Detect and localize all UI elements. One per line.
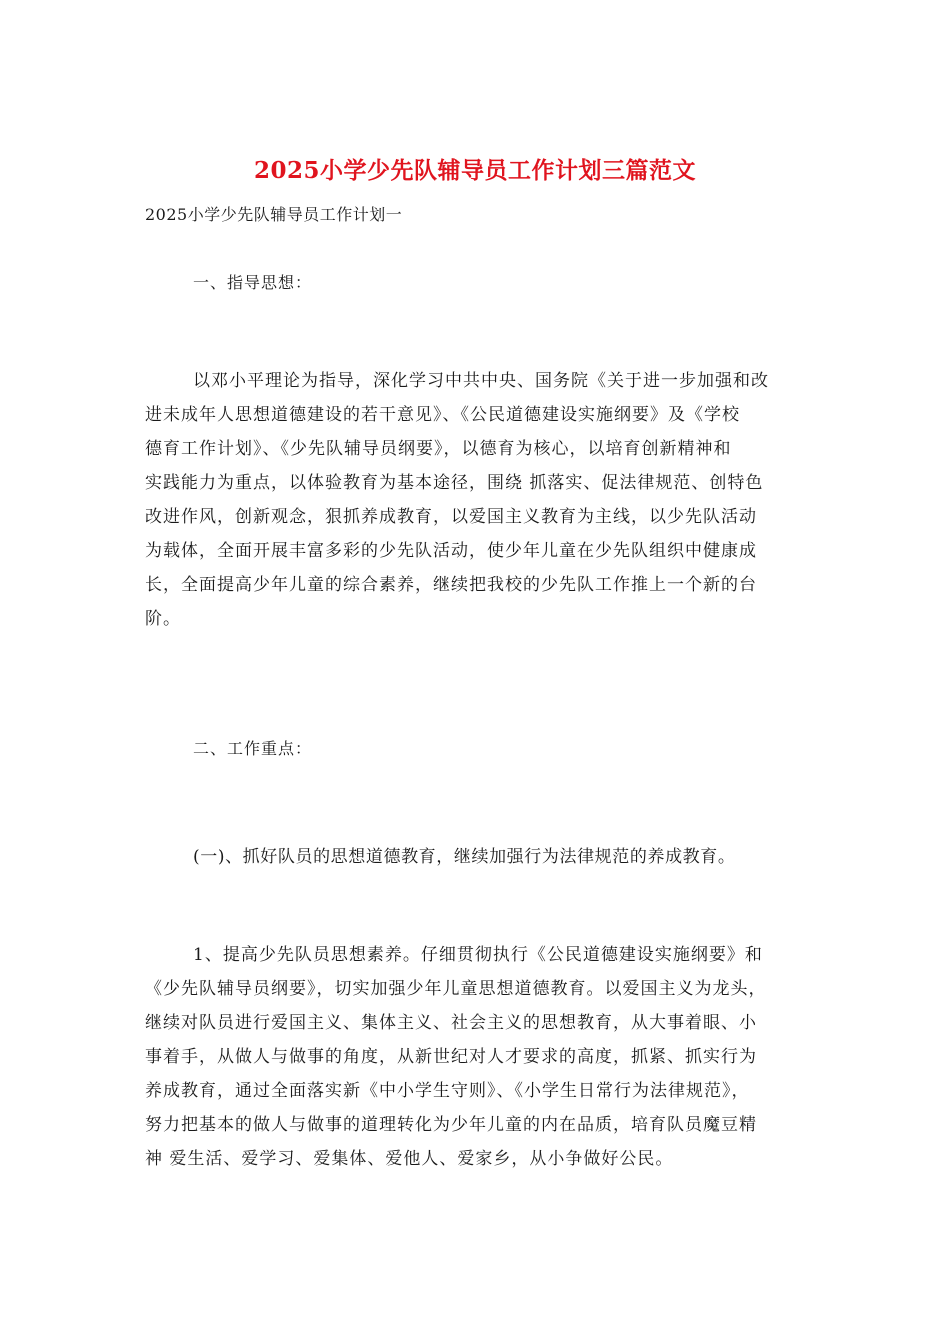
paragraph-line: 进未成年人思想道德建设的若干意见》、《公民道德建设实施纲要》及《学校 xyxy=(145,405,740,425)
paragraph-line: 努力把基本的做人与做事的道理转化为少年儿童的内在品质，培育队员魔豆精 xyxy=(145,1115,757,1135)
document-subtitle: 2025小学少先队辅导员工作计划一 xyxy=(145,205,403,224)
document-title: 2025小学少先队辅导员工作计划三篇范文 xyxy=(253,157,696,184)
paragraph-ideological-education xyxy=(145,938,809,1176)
section-heading-guiding-thought: 一、指导思想： xyxy=(193,273,313,292)
paragraph-line: 德育工作计划》、《少先队辅导员纲要》，以德育为核心，以培育创新精神和 xyxy=(145,439,732,459)
paragraph-line: 阶。 xyxy=(145,609,181,629)
section-heading-work-focus: 二、工作重点： xyxy=(193,739,313,758)
paragraph-line: 《少先队辅导员纲要》，切实加强少年儿童思想道德教育。以爱国主义为龙头， xyxy=(145,979,767,999)
paragraph-guiding-thought xyxy=(145,364,809,636)
paragraph-line: 继续对队员进行爱国主义、集体主义、社会主义的思想教育，从大事着眼、小 xyxy=(145,1013,757,1033)
subsection-heading: (一)、抓好队员的思想道德教育，继续加强行为法律规范的养成教育。 xyxy=(193,847,736,867)
paragraph-line: 事着手，从做人与做事的角度，从新世纪对人才要求的高度，抓紧、抓实行为 xyxy=(145,1047,757,1067)
paragraph-line: 养成教育，通过全面落实新《中小学生守则》、《小学生日常行为法律规范》， xyxy=(145,1081,750,1101)
paragraph-line: 1、提高少先队员思想素养。仔细贯彻执行《公民道德建设实施纲要》和 xyxy=(193,945,763,965)
paragraph-line: 长，全面提高少年儿童的综合素养，继续把我校的少先队工作推上一个新的台 xyxy=(145,575,757,595)
paragraph-line: 以邓小平理论为指导，深化学习中共中央、国务院《关于进一步加强和改 xyxy=(193,371,769,391)
paragraph-line: 实践能力为重点，以体验教育为基本途径，围绕 抓落实、促法律规范、创特色 xyxy=(145,473,764,493)
paragraph-line: 为载体，全面开展丰富多彩的少先队活动，使少年儿童在少先队组织中健康成 xyxy=(145,541,757,561)
paragraph-line: 神 爱生活、爱学习、爱集体、爱他人、爱家乡，从小争做好公民。 xyxy=(145,1149,674,1169)
paragraph-line: 改进作风，创新观念，狠抓养成教育，以爱国主义教育为主线，以少先队活动 xyxy=(145,507,757,527)
